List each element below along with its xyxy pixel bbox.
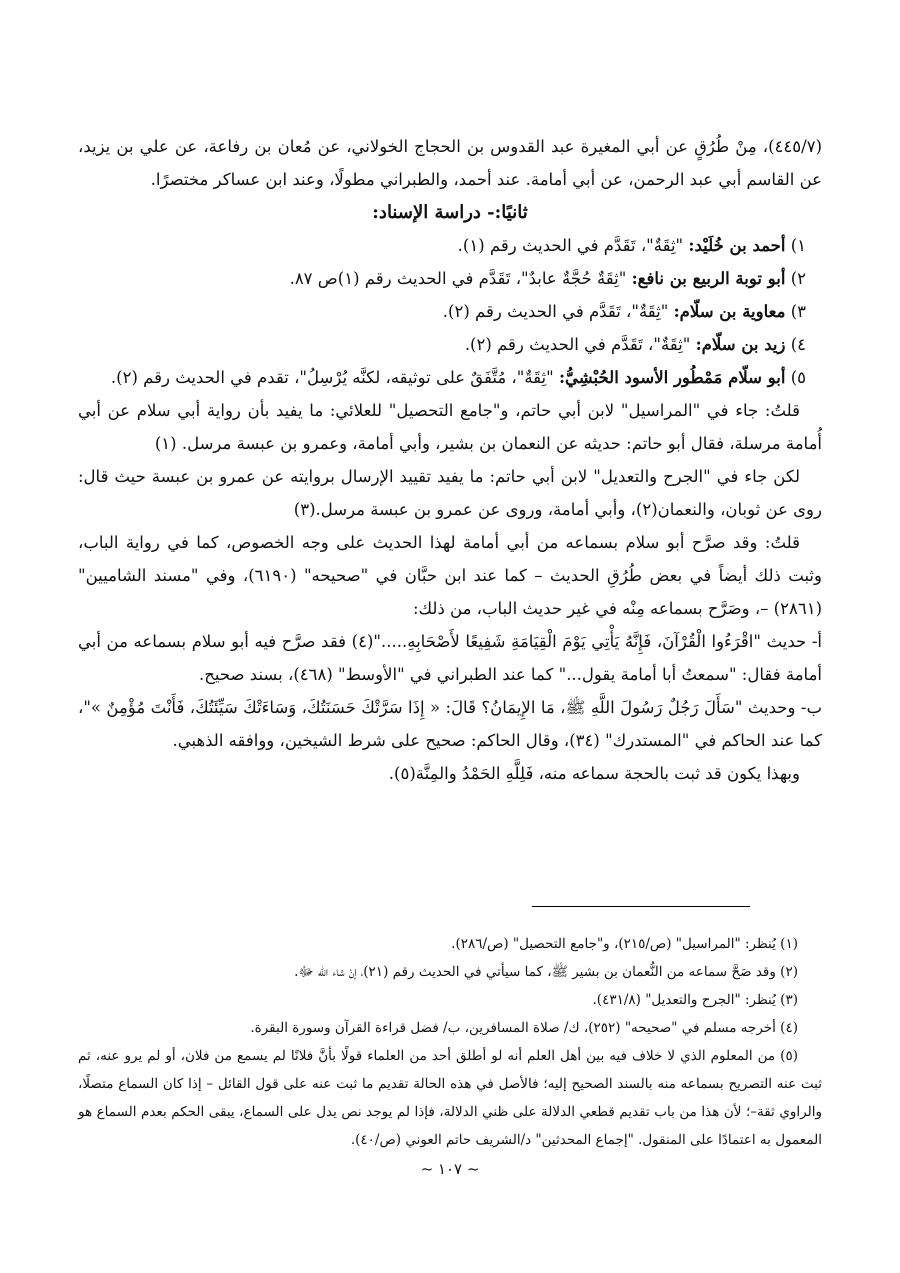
paragraph-example-b: ب- وحديث "سَأَلَ رَجُلٌ رَسُولَ اللَّهِ ﷺ، مَا الإِيمَانُ؟ قَالَ: « إِذَا سَرَّتْكَ حَسَنَتُكَ، وَسَاءَتْكَ سَيِّئَتُكَ، فَأَنْتَ مُؤْمِنٌ »"، كما عند الحاكم في "المستدرك" (٣٤)، وقال الحاكم: صحيح على شرط الشيخين، ووافقه الذهبي. — [78, 698, 822, 750]
intro-paragraph: (٤٤٥/٧)، مِنْ طُرُقٍ عن أبي المغيرة عبد القدوس بن الحجاج الخولاني، عن مُعان بن رفاعة، عن علي بن يزيد، عن القاسم أبي عبد الرحمن، عن أبي أمامة. عند أحمد، والطبراني مطولًا، وعند ابن عساكر مختصرًا. — [78, 137, 822, 189]
page-number: ~ ١٠٧ ~ — [420, 1160, 480, 1178]
narrator-name: أبو توبة الربيع بن نافع: — [631, 269, 786, 288]
narrator-item — [78, 361, 822, 394]
footnote-divider — [532, 906, 750, 907]
paragraph-example-a: أ- حديث "اقْرَءُوا الْقُرْآنَ، فَإِنَّهُ يَأْتِي يَوْمَ الْقِيَامَةِ شَفِيعًا لأَصْحَابِهِ....."(٤) فقد صرَّح فيه أبو سلام بسماعه من أبي أمامة فقال: "سمعتُ أبا أمامة يقول..." كما عند الطبراني في "الأوسط" (٤٦٨)، بسند صحيح. — [78, 632, 822, 684]
narrator-name: أبو سلّام مَمْطُور الأسود الحُبْشِيُّ: — [558, 368, 786, 387]
narrator-item — [78, 229, 822, 262]
section-heading: ثانيًا:- دراسة الإسناد: — [372, 202, 528, 223]
narrator-number: ٥) — [790, 368, 806, 387]
main-text — [78, 130, 822, 790]
narrator-grade: "ثِقَةٌ"، تَقَدَّم في الحديث رقم (١). — [457, 236, 684, 255]
footnote: (٥) من المعلوم الذي لا خلاف فيه بين أهل العلم أنه لو أطلق أحد من العلماء قولًا بأنَّ فلانًا لم يسمع من فلان، أو لم يرو عنه، ثم ثبت عنه التصريح بسماعه منه بالسند الصحيح إليه؛ فالأصل في هذه الحالة تقديم ما ثبت عنه على قول القائل – إذا كان السماع متصلًا، والراوي ثقة–؛ لأن هذا من باب تقديم قطعي الدلالة على ظني الدلالة، فإذا لم يوجد نص يدل على السماع، يبقى الحكم بعدم السماع هو المعمول به اعتمادًا على المنقول. "إجماع المحدثين" د/الشريف حاتم العوني (ص/٤٠). — [78, 1048, 822, 1148]
narrator-grade: "ثِقَةٌ"، تَقَدَّم في الحديث رقم (٢). — [442, 302, 669, 321]
paragraph-mursal: قلتُ: جاء في "المراسيل" لابن أبي حاتم، و"جامع التحصيل" للعلائي: ما يفيد بأن رواية أبي سلام عن أبي أُمامة مرسلة، فقال أبو حاتم: حديثه عن النعمان بن بشير، وأبي أمامة، وعمرو بن عبسة مرسل. (١) — [78, 401, 822, 453]
narrator-item — [78, 262, 822, 295]
narrator-grade: "ثِقَةٌ حُجَّةٌ عابدٌ"، تَقَدَّم في الحديث رقم (١)ص ٨٧. — [289, 269, 627, 288]
narrator-grade: "ثِقَةٌ"، مُتَّفَقٌ على توثيقه، لكنَّه يُرْسِلُ"، تقدم في الحديث رقم (٢). — [110, 368, 554, 387]
paragraph-sama: قلتُ: وقد صرَّح أبو سلام بسماعه من أبي أمامة لهذا الحديث على وجه الخصوص، كما في رواية الباب، وثبت ذلك أيضاً في بعض طُرُقِ الحديث – كما عند ابن حبَّان في "صحيحه" (٦١٩٠)، وفي "مسند الشاميين" (٢٨٦١) –، وصَرَّح بسماعه مِنْه في غير حديث الباب، من ذلك: — [78, 533, 822, 618]
narrator-grade: "ثِقَةٌ"، تَقَدَّم في الحديث رقم (٢). — [464, 335, 691, 354]
narrator-number: ٢) — [790, 269, 806, 288]
narrator-item — [78, 328, 822, 361]
narrator-number: ٤) — [790, 335, 806, 354]
footnote: (٣) يُنظر: "الجرح والتعديل" (٤٣١/٨). — [592, 992, 798, 1008]
narrator-number: ١) — [790, 236, 806, 255]
narrator-item — [78, 295, 822, 328]
paragraph-conclusion: وبهذا يكون قد ثبت بالحجة سماعه منه، فَلِلَّهِ الحَمْدُ والمِنَّة(٥). — [388, 764, 800, 783]
footnotes — [78, 930, 822, 1154]
footnote: (٤) أخرجه مسلم في "صحيحه" (٢٥٢)، ك/ صلاة المسافرين، ب/ فضل قراءة القرآن وسورة البقرة. — [250, 1020, 798, 1036]
footnote: (١) يُنظر: "المراسيل" (ص/٢١٥)، و"جامع التحصيل" (ص/٢٨٦). — [451, 936, 798, 952]
narrator-name: معاوية بن سلّام: — [673, 302, 786, 321]
paragraph-jarh: لكن جاء في "الجرح والتعديل" لابن أبي حاتم: ما يفيد تقييد الإرسال بروايته عن عمرو بن عبسة حيث قال: روى عن ثوبان، والنعمان(٢)، وأبي أمامة، وروى عن عمرو بن عبسة مرسل.(٣) — [78, 467, 822, 519]
narrator-number: ٣) — [790, 302, 806, 321]
narrator-name: أحمد بن خُلَيْد: — [688, 236, 786, 255]
footnote: (٢) وقد صَحَّ سماعه من النُّعمان بن بشير ﷺ، كما سيأتي في الحديث رقم (٢١)، إنْ شاء الله ﷻ. — [294, 964, 798, 980]
narrator-name: زيد بن سلّام: — [695, 335, 786, 354]
